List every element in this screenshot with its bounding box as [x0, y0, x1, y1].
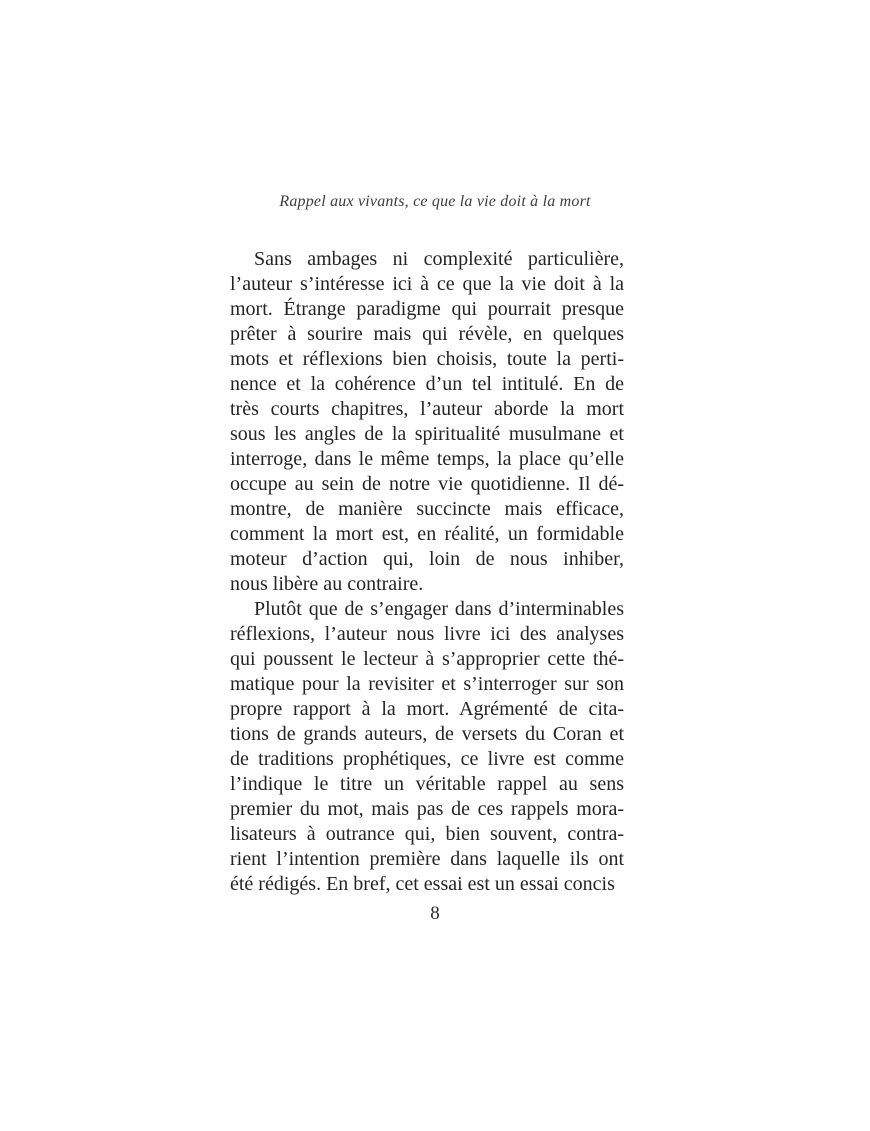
text-line: qui poussent le lecteur à s’approprier cette thé-: [230, 648, 624, 670]
text-line: premier du mot, mais pas de ces rappels mora-: [230, 798, 624, 820]
text-line: prêter à sourire mais qui révèle, en quelques: [230, 323, 624, 345]
text-line: propre rapport à la mort. Agrémenté de cita-: [230, 698, 624, 720]
text-line: l’indique le titre un véritable rappel au sens: [230, 773, 624, 795]
text-line: interroge, dans le même temps, la place qu’elle: [230, 448, 624, 470]
text-line: nence et la cohérence d’un tel intitulé. En de: [230, 373, 624, 395]
text-block: [230, 247, 624, 897]
text-line: très courts chapitres, l’auteur aborde la mort: [230, 398, 624, 420]
text-line: été rédigés. En bref, cet essai est un essai concis: [230, 873, 615, 895]
text-line: lisateurs à outrance qui, bien souvent, contra-: [230, 823, 624, 845]
text-line: Plutôt que de s’engager dans d’interminables: [254, 598, 624, 620]
text-line: matique pour la revisiter et s’interroger sur son: [230, 673, 624, 695]
text-line: mort. Étrange paradigme qui pourrait presque: [230, 298, 624, 320]
text-line: mots et réflexions bien choisis, toute la perti-: [230, 348, 624, 370]
text-line: l’auteur s’intéresse ici à ce que la vie doit à la: [230, 273, 624, 295]
text-line: nous libère au contraire.: [230, 573, 424, 595]
text-line: montre, de manière succincte mais efficace,: [230, 498, 624, 520]
text-line: de traditions prophétiques, ce livre est comme: [230, 748, 624, 770]
text-line: comment la mort est, en réalité, un formidable: [230, 523, 624, 545]
text-line: sous les angles de la spiritualité musulmane et: [230, 423, 624, 445]
text-line: rient l’intention première dans laquelle ils ont: [230, 848, 624, 870]
text-line: tions de grands auteurs, de versets du Coran et: [230, 723, 624, 745]
running-head: Rappel aux vivants, ce que la vie doit à la mort: [279, 193, 591, 210]
text-line: réflexions, l’auteur nous livre ici des analyses: [230, 623, 624, 645]
text-line: moteur d’action qui, loin de nous inhiber,: [230, 548, 624, 570]
page-number: 8: [430, 903, 440, 924]
text-line: Sans ambages ni complexité particulière,: [254, 248, 624, 270]
text-line: occupe au sein de notre vie quotidienne. Il dé-: [230, 473, 624, 495]
